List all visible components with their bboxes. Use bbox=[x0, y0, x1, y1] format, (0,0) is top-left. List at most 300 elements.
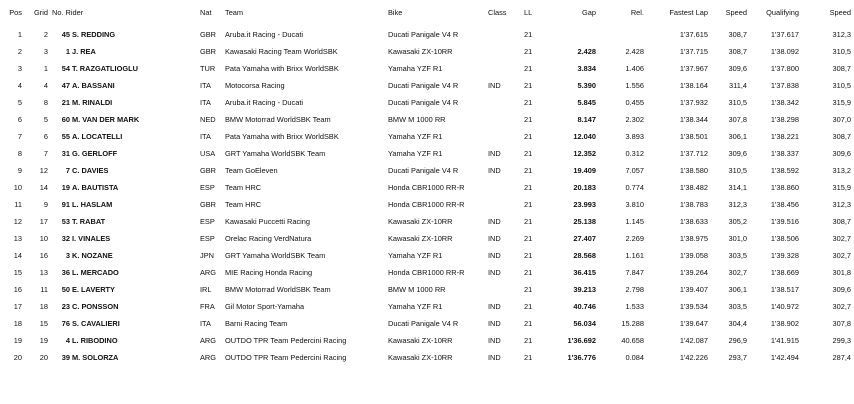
cell-rel: 7.057 bbox=[625, 166, 644, 175]
cell-rider-name: M. SOLORZA bbox=[72, 353, 119, 362]
cell-qualifying: 1'38.592 bbox=[770, 166, 799, 175]
cell-nat: ARG bbox=[200, 353, 217, 362]
cell-bike: Yamaha YZF R1 bbox=[388, 251, 443, 260]
cell-rel: 15.288 bbox=[621, 319, 644, 328]
cell-grid: 6 bbox=[43, 132, 48, 141]
cell-rider-name: J. REA bbox=[72, 47, 96, 56]
cell-bike: Ducati Panigale V4 R bbox=[388, 166, 459, 175]
table-row bbox=[0, 111, 854, 128]
cell-rider-name: S. REDDING bbox=[72, 30, 116, 39]
cell-nat: ITA bbox=[200, 132, 211, 141]
cell-rider-name: A. BAUTISTA bbox=[72, 183, 119, 192]
cell-qualifying-speed: 309,6 bbox=[832, 285, 851, 294]
cell-pos: 4 bbox=[17, 81, 22, 90]
cell-gap: 12.352 bbox=[573, 149, 596, 158]
cell-fastest-lap: 1'38.783 bbox=[679, 200, 708, 209]
cell-team: MIE Racing Honda Racing bbox=[225, 268, 313, 277]
cell-grid: 11 bbox=[40, 285, 48, 294]
cell-rider-name: A. BASSANI bbox=[72, 81, 115, 90]
cell-fastest-lap: 1'38.482 bbox=[679, 183, 708, 192]
cell-speed: 303,5 bbox=[728, 302, 747, 311]
cell-qualifying: 1'37.617 bbox=[770, 30, 799, 39]
cell-rider-number: 4 bbox=[65, 336, 70, 345]
cell-pos: 2 bbox=[17, 47, 22, 56]
table-row bbox=[0, 145, 854, 162]
cell-speed: 302,7 bbox=[728, 268, 747, 277]
cell-bike: Kawasaki ZX-10RR bbox=[388, 47, 453, 56]
table-row bbox=[0, 230, 854, 247]
cell-fastest-lap: 1'37.932 bbox=[679, 98, 708, 107]
cell-rel: 2.428 bbox=[625, 47, 644, 56]
table-row bbox=[0, 332, 854, 349]
cell-qualifying-speed: 312,3 bbox=[832, 200, 851, 209]
cell-team: Pata Yamaha with Brixx WorldSBK bbox=[225, 132, 339, 141]
cell-class bbox=[488, 281, 524, 298]
cell-nat: GBR bbox=[200, 30, 217, 39]
cell-fastest-lap: 1'39.647 bbox=[679, 319, 708, 328]
cell-rider-number: 7 bbox=[65, 166, 70, 175]
cell-qualifying: 1'38.669 bbox=[770, 268, 799, 277]
cell-pos: 3 bbox=[17, 64, 22, 73]
cell-laps: 21 bbox=[524, 183, 533, 192]
cell-nat: ARG bbox=[200, 336, 217, 345]
cell-rel: 0.084 bbox=[625, 353, 644, 362]
cell-speed: 305,2 bbox=[728, 217, 747, 226]
cell-gap bbox=[550, 26, 598, 43]
cell-class: IND bbox=[488, 353, 501, 362]
cell-speed: 308,7 bbox=[728, 30, 747, 39]
cell-team: Pata Yamaha with Brixx WorldSBK bbox=[225, 64, 339, 73]
cell-speed: 307,8 bbox=[728, 115, 747, 124]
cell-class: IND bbox=[488, 166, 501, 175]
cell-team: Kawasaki Puccetti Racing bbox=[225, 217, 311, 226]
cell-speed: 304,4 bbox=[728, 319, 747, 328]
cell-pos: 1 bbox=[17, 30, 22, 39]
cell-fastest-lap: 1'39.058 bbox=[679, 251, 708, 260]
cell-rider-name: C. DAVIES bbox=[72, 166, 109, 175]
cell-qualifying: 1'38.860 bbox=[770, 183, 799, 192]
table-row bbox=[0, 94, 854, 111]
cell-rider-number: 31 bbox=[61, 149, 70, 158]
cell-speed: 312,3 bbox=[728, 200, 747, 209]
cell-nat: ITA bbox=[200, 81, 211, 90]
cell-nat: ITA bbox=[200, 319, 211, 328]
cell-qualifying: 1'38.092 bbox=[770, 47, 799, 56]
cell-rider-number: 3 bbox=[65, 251, 70, 260]
cell-qualifying-speed: 310,5 bbox=[832, 47, 851, 56]
cell-laps: 21 bbox=[524, 285, 533, 294]
cell-gap: 19.409 bbox=[573, 166, 596, 175]
cell-nat: TUR bbox=[200, 64, 216, 73]
cell-pos: 14 bbox=[13, 251, 22, 260]
cell-rel: 2.798 bbox=[625, 285, 644, 294]
cell-rel: 1.161 bbox=[625, 251, 644, 260]
cell-rel: 3.893 bbox=[625, 132, 644, 141]
cell-fastest-lap: 1'38.344 bbox=[679, 115, 708, 124]
cell-bike: BMW M 1000 RR bbox=[388, 115, 446, 124]
cell-fastest-lap: 1'37.712 bbox=[679, 149, 708, 158]
table-row bbox=[0, 298, 854, 315]
cell-fastest-lap: 1'37.615 bbox=[679, 30, 708, 39]
cell-laps: 21 bbox=[524, 47, 533, 56]
cell-qualifying: 1'42.494 bbox=[770, 353, 799, 362]
cell-grid: 7 bbox=[43, 149, 48, 158]
cell-rider-number: 60 bbox=[61, 115, 70, 124]
cell-class bbox=[488, 128, 524, 145]
cell-qualifying-speed: 308,7 bbox=[832, 64, 851, 73]
cell-rider-number: 19 bbox=[61, 183, 70, 192]
cell-grid: 9 bbox=[43, 200, 48, 209]
cell-class: IND bbox=[488, 302, 501, 311]
table-row bbox=[0, 213, 854, 230]
cell-rider-number: 36 bbox=[61, 268, 70, 277]
cell-gap: 56.034 bbox=[573, 319, 596, 328]
cell-speed: 303,5 bbox=[728, 251, 747, 260]
cell-rider-name: L. RIBODINO bbox=[72, 336, 118, 345]
cell-qualifying: 1'38.456 bbox=[770, 200, 799, 209]
cell-rel: 40.658 bbox=[621, 336, 644, 345]
cell-speed: 309,6 bbox=[728, 64, 747, 73]
cell-qualifying-speed: 302,7 bbox=[832, 234, 851, 243]
cell-gap: 1'36.776 bbox=[567, 353, 596, 362]
cell-pos: 5 bbox=[17, 98, 22, 107]
cell-nat: ITA bbox=[200, 98, 211, 107]
cell-qualifying: 1'41.915 bbox=[770, 336, 799, 345]
cell-rel: 2.302 bbox=[625, 115, 644, 124]
header-fastest-lap: Fastest Lap bbox=[669, 8, 708, 17]
cell-fastest-lap: 1'39.407 bbox=[679, 285, 708, 294]
table-row bbox=[0, 196, 854, 213]
header-pos: Pos bbox=[9, 8, 22, 17]
cell-nat: GBR bbox=[200, 200, 217, 209]
cell-speed: 310,5 bbox=[728, 166, 747, 175]
cell-grid: 19 bbox=[39, 336, 48, 345]
cell-bike: Ducati Panigale V4 R bbox=[388, 98, 459, 107]
cell-qualifying: 1'39.516 bbox=[770, 217, 799, 226]
table-row bbox=[0, 281, 854, 298]
cell-class: IND bbox=[488, 268, 501, 277]
cell-rider-name: M. VAN DER MARK bbox=[72, 115, 140, 124]
cell-team: Aruba.it Racing - Ducati bbox=[225, 30, 304, 39]
cell-rider-name: A. LOCATELLI bbox=[72, 132, 123, 141]
table-row bbox=[0, 179, 854, 196]
cell-laps: 21 bbox=[524, 64, 533, 73]
cell-class bbox=[488, 179, 524, 196]
cell-nat: ESP bbox=[200, 234, 215, 243]
cell-fastest-lap: 1'38.501 bbox=[679, 132, 708, 141]
cell-speed: 309,6 bbox=[728, 149, 747, 158]
cell-pos: 9 bbox=[17, 166, 22, 175]
cell-grid: 17 bbox=[39, 217, 48, 226]
cell-fastest-lap: 1'42.226 bbox=[679, 353, 708, 362]
cell-fastest-lap: 1'39.264 bbox=[679, 268, 708, 277]
header-bike: Bike bbox=[388, 8, 403, 17]
cell-laps: 21 bbox=[524, 268, 533, 277]
cell-gap: 20.183 bbox=[573, 183, 596, 192]
cell-qualifying-speed: 307,8 bbox=[832, 319, 851, 328]
cell-rider-name: G. GERLOFF bbox=[72, 149, 118, 158]
cell-laps: 21 bbox=[524, 81, 533, 90]
cell-rider-number: 55 bbox=[61, 132, 70, 141]
cell-gap: 3.834 bbox=[577, 64, 596, 73]
cell-nat: ESP bbox=[200, 217, 215, 226]
cell-bike: Honda CBR1000 RR-R bbox=[388, 200, 465, 209]
cell-qualifying-speed: 310,5 bbox=[832, 81, 851, 90]
cell-rel: 7.847 bbox=[625, 268, 644, 277]
cell-grid: 1 bbox=[43, 64, 48, 73]
cell-gap: 28.568 bbox=[573, 251, 596, 260]
table-row bbox=[0, 60, 854, 77]
table-row bbox=[0, 162, 854, 179]
cell-rider-name: K. NOZANE bbox=[72, 251, 113, 260]
cell-speed: 301,0 bbox=[728, 234, 747, 243]
cell-class bbox=[488, 26, 524, 43]
cell-grid: 8 bbox=[43, 98, 48, 107]
header-team: Team bbox=[225, 8, 244, 17]
cell-team: BMW Motorrad WorldSBK Team bbox=[225, 115, 331, 124]
cell-rel: 0.774 bbox=[625, 183, 644, 192]
cell-rider-number: 53 bbox=[61, 217, 70, 226]
table-body bbox=[0, 26, 854, 366]
cell-grid: 4 bbox=[43, 81, 48, 90]
cell-rider-name: E. LAVERTY bbox=[72, 285, 115, 294]
cell-qualifying: 1'38.221 bbox=[770, 132, 799, 141]
cell-rider-name: S. CAVALIERI bbox=[72, 319, 120, 328]
header-grid: Grid bbox=[34, 8, 48, 17]
cell-rider-number: 1 bbox=[65, 47, 70, 56]
cell-team: OUTDO TPR Team Pedercini Racing bbox=[225, 353, 347, 362]
cell-rel: 1.533 bbox=[625, 302, 644, 311]
cell-team: Team GoEleven bbox=[225, 166, 278, 175]
cell-bike: Yamaha YZF R1 bbox=[388, 132, 443, 141]
header-rel: Rel. bbox=[630, 8, 644, 17]
cell-class: IND bbox=[488, 336, 501, 345]
cell-fastest-lap: 1'38.580 bbox=[679, 166, 708, 175]
cell-rider-name: L. MERCADO bbox=[72, 268, 119, 277]
cell-rider-name: T. RAZGATLIOGLU bbox=[72, 64, 138, 73]
header-speed: Speed bbox=[725, 8, 747, 17]
cell-team: OUTDO TPR Team Pedercini Racing bbox=[225, 336, 347, 345]
cell-class bbox=[488, 196, 524, 213]
cell-fastest-lap: 1'38.633 bbox=[679, 217, 708, 226]
cell-qualifying: 1'38.902 bbox=[770, 319, 799, 328]
cell-qualifying-speed: 308,7 bbox=[832, 132, 851, 141]
cell-pos: 18 bbox=[13, 319, 22, 328]
cell-team: GRT Yamaha WorldSBK Team bbox=[225, 251, 326, 260]
cell-nat: ARG bbox=[200, 268, 217, 277]
cell-grid: 3 bbox=[43, 47, 48, 56]
cell-laps: 21 bbox=[524, 98, 533, 107]
cell-qualifying-speed: 315,9 bbox=[832, 98, 851, 107]
cell-fastest-lap: 1'38.975 bbox=[679, 234, 708, 243]
cell-rel bbox=[598, 26, 654, 43]
header-ll: LL bbox=[524, 8, 533, 17]
cell-laps: 21 bbox=[524, 336, 533, 345]
cell-class bbox=[488, 43, 524, 60]
cell-class bbox=[488, 94, 524, 111]
cell-rider-name: I. VINALES bbox=[72, 234, 111, 243]
cell-pos: 13 bbox=[13, 234, 22, 243]
cell-rel: 1.556 bbox=[625, 81, 644, 90]
cell-qualifying-speed: 299,3 bbox=[832, 336, 851, 345]
cell-rider-number: 45 bbox=[61, 30, 70, 39]
cell-class: IND bbox=[488, 234, 501, 243]
cell-speed: 310,5 bbox=[728, 98, 747, 107]
cell-nat: GBR bbox=[200, 166, 217, 175]
cell-laps: 21 bbox=[524, 30, 533, 39]
cell-rel: 3.810 bbox=[625, 200, 644, 209]
cell-qualifying: 1'38.506 bbox=[770, 234, 799, 243]
cell-speed: 296,9 bbox=[728, 336, 747, 345]
cell-qualifying: 1'38.342 bbox=[770, 98, 799, 107]
table-row bbox=[0, 349, 854, 366]
cell-nat: ESP bbox=[200, 183, 215, 192]
cell-pos: 20 bbox=[13, 353, 22, 362]
cell-qualifying-speed: 315,9 bbox=[832, 183, 851, 192]
cell-rider-number: 50 bbox=[61, 285, 70, 294]
cell-fastest-lap: 1'37.967 bbox=[679, 64, 708, 73]
cell-team: GRT Yamaha WorldSBK Team bbox=[225, 149, 326, 158]
cell-fastest-lap: 1'42.087 bbox=[679, 336, 708, 345]
cell-qualifying-speed: 313,2 bbox=[832, 166, 851, 175]
cell-laps: 21 bbox=[524, 353, 533, 362]
cell-fastest-lap: 1'38.164 bbox=[679, 81, 708, 90]
cell-pos: 11 bbox=[14, 200, 22, 209]
cell-team: Motocorsa Racing bbox=[225, 81, 285, 90]
cell-pos: 15 bbox=[13, 268, 22, 277]
cell-speed: 293,7 bbox=[728, 353, 747, 362]
table-row bbox=[0, 264, 854, 281]
table-row bbox=[0, 43, 854, 60]
cell-bike: Kawasaki ZX-10RR bbox=[388, 217, 453, 226]
cell-grid: 15 bbox=[39, 319, 48, 328]
cell-grid: 5 bbox=[43, 115, 48, 124]
cell-grid: 18 bbox=[39, 302, 48, 311]
cell-bike: Kawasaki ZX-10RR bbox=[388, 353, 453, 362]
cell-nat: IRL bbox=[200, 285, 212, 294]
header-class: Class bbox=[488, 8, 507, 17]
cell-qualifying: 1'37.800 bbox=[770, 64, 799, 73]
cell-gap: 39.213 bbox=[573, 285, 596, 294]
cell-team: Barni Racing Team bbox=[225, 319, 288, 328]
cell-qualifying-speed: 287,4 bbox=[832, 353, 851, 362]
header-qualifying: Qualifying bbox=[766, 8, 799, 17]
table-row bbox=[0, 128, 854, 145]
cell-grid: 10 bbox=[39, 234, 48, 243]
cell-fastest-lap: 1'39.534 bbox=[679, 302, 708, 311]
cell-qualifying-speed: 301,8 bbox=[832, 268, 851, 277]
cell-gap: 23.993 bbox=[573, 200, 596, 209]
cell-rider-number: 47 bbox=[61, 81, 70, 90]
cell-gap: 2.428 bbox=[577, 47, 596, 56]
cell-rider-name: L. HASLAM bbox=[72, 200, 113, 209]
cell-pos: 17 bbox=[13, 302, 22, 311]
cell-class: IND bbox=[488, 81, 501, 90]
cell-class: IND bbox=[488, 217, 501, 226]
cell-qualifying-speed: 302,7 bbox=[832, 302, 851, 311]
cell-rider-number: 39 bbox=[61, 353, 70, 362]
cell-laps: 21 bbox=[524, 234, 533, 243]
cell-qualifying: 1'38.337 bbox=[770, 149, 799, 158]
cell-rel: 2.269 bbox=[625, 234, 644, 243]
cell-rider-number: 54 bbox=[61, 64, 70, 73]
cell-nat: FRA bbox=[200, 302, 215, 311]
cell-grid: 20 bbox=[39, 353, 48, 362]
cell-gap: 36.415 bbox=[573, 268, 596, 277]
header-nat: Nat bbox=[200, 8, 212, 17]
cell-rider-number: 91 bbox=[61, 200, 70, 209]
cell-bike: Kawasaki ZX-10RR bbox=[388, 234, 453, 243]
cell-gap: 5.845 bbox=[577, 98, 596, 107]
cell-gap: 25.138 bbox=[573, 217, 596, 226]
cell-gap: 12.040 bbox=[573, 132, 596, 141]
cell-team: Team HRC bbox=[225, 200, 262, 209]
header-no-rider: No. Rider bbox=[52, 8, 84, 17]
cell-laps: 21 bbox=[524, 217, 533, 226]
cell-bike: Yamaha YZF R1 bbox=[388, 302, 443, 311]
cell-pos: 6 bbox=[17, 115, 22, 124]
cell-laps: 21 bbox=[524, 149, 533, 158]
cell-bike: Ducati Panigale V4 R bbox=[388, 30, 459, 39]
cell-qualifying-speed: 309,6 bbox=[832, 149, 851, 158]
cell-pos: 12 bbox=[13, 217, 22, 226]
table-header bbox=[0, 0, 854, 26]
cell-qualifying-speed: 308,7 bbox=[832, 217, 851, 226]
cell-bike: Ducati Panigale V4 R bbox=[388, 319, 459, 328]
cell-qualifying-speed: 312,3 bbox=[832, 30, 851, 39]
cell-team: Orelac Racing VerdNatura bbox=[225, 234, 312, 243]
cell-gap: 40.746 bbox=[573, 302, 596, 311]
cell-speed: 306,1 bbox=[728, 285, 747, 294]
cell-bike: Ducati Panigale V4 R bbox=[388, 81, 459, 90]
header-gap: Gap bbox=[582, 8, 596, 17]
cell-qualifying: 1'38.298 bbox=[770, 115, 799, 124]
cell-speed: 314,1 bbox=[728, 183, 747, 192]
cell-laps: 21 bbox=[524, 115, 533, 124]
cell-laps: 21 bbox=[524, 251, 533, 260]
cell-bike: Honda CBR1000 RR-R bbox=[388, 183, 465, 192]
cell-rider-number: 76 bbox=[61, 319, 70, 328]
table-row bbox=[0, 315, 854, 332]
cell-laps: 21 bbox=[524, 302, 533, 311]
cell-gap: 8.147 bbox=[577, 115, 596, 124]
cell-nat: GBR bbox=[200, 47, 217, 56]
cell-speed: 311,4 bbox=[729, 81, 747, 90]
table-row bbox=[0, 247, 854, 264]
cell-pos: 8 bbox=[17, 149, 22, 158]
cell-fastest-lap: 1'37.715 bbox=[679, 47, 708, 56]
cell-class bbox=[488, 111, 524, 128]
cell-grid: 12 bbox=[39, 166, 48, 175]
cell-grid: 14 bbox=[39, 183, 48, 192]
cell-rider-name: C. PONSSON bbox=[72, 302, 119, 311]
cell-rider-number: 21 bbox=[61, 98, 70, 107]
cell-rel: 0.312 bbox=[625, 149, 644, 158]
cell-speed: 308,7 bbox=[728, 47, 747, 56]
cell-laps: 21 bbox=[524, 166, 533, 175]
cell-bike: BMW M 1000 RR bbox=[388, 285, 446, 294]
cell-bike: Honda CBR1000 RR-R bbox=[388, 268, 465, 277]
cell-grid: 16 bbox=[39, 251, 48, 260]
cell-pos: 10 bbox=[13, 183, 22, 192]
header-qualifying-speed: Speed bbox=[829, 8, 851, 17]
cell-team: Kawasaki Racing Team WorldSBK bbox=[225, 47, 338, 56]
cell-bike: Yamaha YZF R1 bbox=[388, 64, 443, 73]
cell-laps: 21 bbox=[524, 319, 533, 328]
cell-team: BMW Motorrad WorldSBK Team bbox=[225, 285, 331, 294]
cell-qualifying: 1'39.328 bbox=[770, 251, 799, 260]
cell-team: Team HRC bbox=[225, 183, 262, 192]
